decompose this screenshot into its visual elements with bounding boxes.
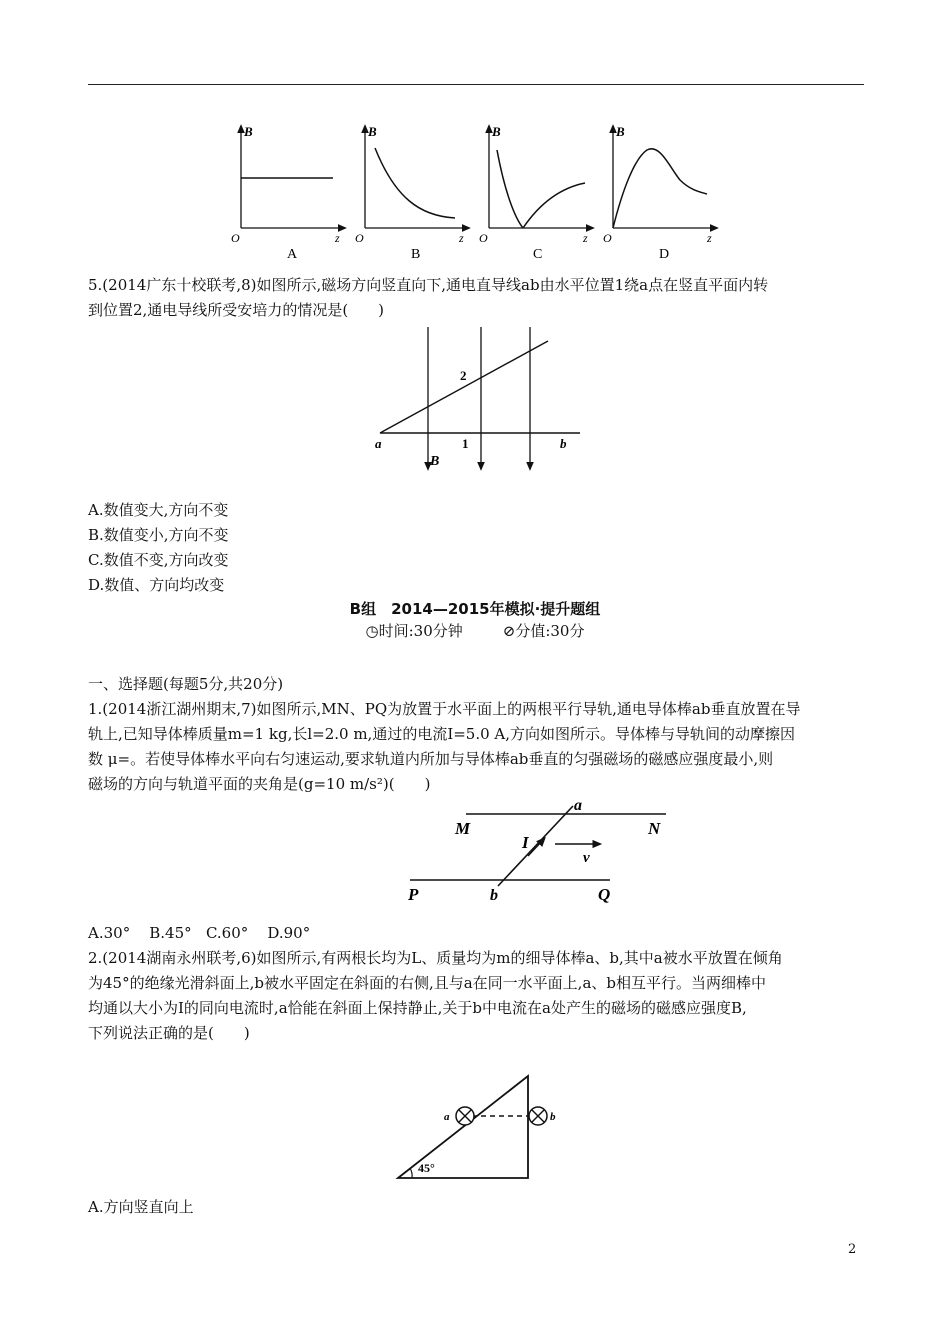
section-title: B组 2014—2015年模拟·提升题组 [349,600,601,618]
q1-text-line-3: 数 μ=。若使导体棒水平向右匀速运动,要求轨道内所加与导体棒ab垂直的匀强磁场的磁感应强度最小,则 [88,750,774,768]
graph-d-label: D [659,247,670,262]
graph-b [355,124,467,262]
q2-fig-b: b [550,1111,556,1123]
q2-fig-angle: 45° [418,1161,435,1175]
graph-d-xlabel: z [707,231,712,245]
q2-text-line-4: 下列说法正确的是( ) [88,1024,250,1042]
graph-a-origin: O [231,231,240,245]
q1-text-line-2: 轨上,已知导体棒质量m=1 kg,长l=2.0 m,通过的电流I=5.0 A,方向如图所示。导体棒与导轨间的动摩擦因 [88,725,796,743]
graph-b-label: B [411,247,421,262]
q1-fig-v: v [583,850,590,866]
q1-option-a: A.30° [88,924,131,942]
q1-fig-P: P [408,885,419,904]
graph-d-ylabel: B [616,124,625,139]
q1-figure [400,796,680,908]
graph-a-xlabel: z [335,231,340,245]
graph-a-ylabel: B [244,124,253,139]
q5-option-a: A.数值变大,方向不变 [88,501,229,519]
graph-c-label: C [533,247,543,262]
clock-icon: ◷ [365,622,379,640]
q2-fig-a: a [444,1111,450,1123]
q2-text-line-2: 为45°的绝缘光滑斜面上,b被水平固定在斜面的右侧,且与a在同一水平面上,a、b相互平行。当两细棒中 [88,974,766,992]
graph-b-ylabel: B [368,124,377,139]
check-icon: ⊘ [502,622,516,640]
section-time: 时间:30分钟 [378,622,463,640]
q1-option-d: D.90° [267,924,311,942]
q5-fig-a: a [375,436,382,451]
header-rule [88,84,864,85]
bz-graphs-figure [225,118,725,268]
graph-c-origin: O [479,231,488,245]
q5-fig-b: b [560,436,567,451]
q2-text-line-1: 2.(2014湖南永州联考,6)如图所示,有两根长均为L、质量均为m的细导体棒a、b,其中a被水平放置在倾角 [88,949,783,967]
graph-a [231,124,343,262]
q1-fig-b: b [490,887,498,904]
q5-option-c: C.数值不变,方向改变 [88,551,229,569]
q2-figure [390,1072,570,1184]
graph-d-origin: O [603,231,612,245]
graph-b-xlabel: z [459,231,464,245]
q5-fig-2: 2 [460,368,467,383]
graph-c-xlabel: z [583,231,588,245]
graph-c-ylabel: B [492,124,501,139]
q1-fig-Q: Q [598,885,611,904]
q5-fig-1: 1 [462,436,469,451]
q5-text-line-2: 到位置2,通电导线所受安培力的情况是( ) [88,301,385,319]
q5-text-line-1: 5.(2014广东十校联考,8)如图所示,磁场方向竖直向下,通电直导线ab由水平位置1绕a点在竖直平面内转 [88,276,769,294]
q2-text-line-3: 均通以大小为I的同向电流时,a恰能在斜面上保持静止,关于b中电流在a处产生的磁场的磁感应强度B, [88,999,747,1017]
q1-fig-N: N [648,819,661,838]
q5-option-b: B.数值变小,方向不变 [88,526,229,544]
graph-d [603,124,715,262]
q5-figure [360,322,600,472]
part-heading: 一、选择题(每题5分,共20分) [88,675,284,693]
q1-fig-I: I [522,833,529,852]
q1-fig-M: M [455,819,471,838]
q5-option-d: D.数值、方向均改变 [88,576,225,594]
graph-a-label: A [287,247,298,262]
q1-fig-a: a [574,797,582,814]
q1-option-c: C.60° [205,924,249,942]
section-meta [0,620,950,642]
q2-option-a: A.方向竖直向上 [88,1198,194,1216]
q1-text-line-4: 磁场的方向与轨道平面的夹角是(g=10 m/s²)( ) [88,775,431,793]
q5-fig-B: B [430,454,440,469]
q1-options [88,922,310,944]
q1-text-line-1: 1.(2014浙江湖州期末,7)如图所示,MN、PQ为放置于水平面上的两根平行导轨,通电导体棒ab垂直放置在导 [88,700,801,718]
graph-c [479,124,591,262]
q1-option-b: B.45° [149,924,192,942]
section-score: 分值:30分 [515,622,585,640]
graph-b-origin: O [355,231,364,245]
page-number: 2 [848,1242,857,1257]
